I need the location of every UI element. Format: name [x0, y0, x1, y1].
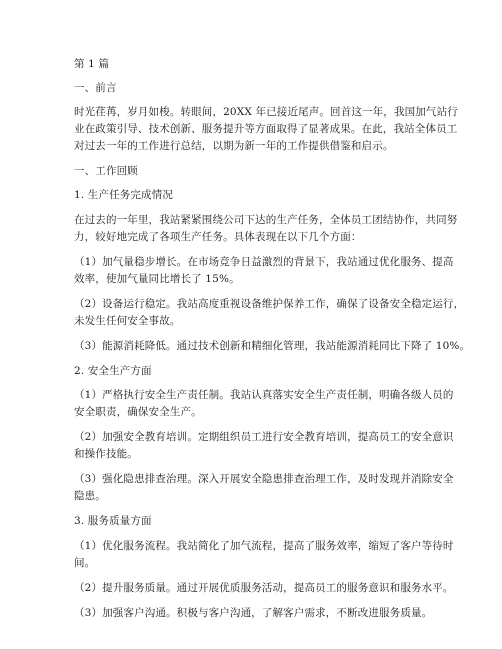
paragraph-line: 业在政策引导、技术创新、服务提升等方面取得了显著成果。在此，我站全体员工 [74, 123, 458, 135]
paragraph-line: 力，较好地完成了各项生产任务。具体表现在以下几个方面： [74, 231, 362, 243]
list-item-line: （2）提升服务质量。通过开展优质服务活动，提高员工的服务意识和服务水平。 [74, 582, 454, 594]
subsection-heading: 1. 生产任务完成情况 [74, 189, 174, 201]
section-heading: 一、前言 [74, 82, 117, 94]
subsection-heading: 3. 服务质量方面 [74, 515, 152, 527]
list-item-line: （2）加强安全教育培训。定期组织员工进行安全教育培训，提高员工的安全意识 [74, 431, 454, 443]
paragraph-line: 对过去一年的工作进行总结，以期为新一年的工作提供借鉴和启示。 [74, 140, 394, 152]
list-item-line: 间。 [74, 557, 96, 569]
section-heading: 一、工作回顾 [74, 165, 138, 177]
list-item-line: 未发生任何安全事故。 [74, 315, 181, 327]
list-item-line: 隐患。 [74, 490, 106, 502]
section-heading: 第 1 篇 [74, 58, 110, 70]
paragraph-line: 在过去的一年里，我站紧紧围绕公司下达的生产任务，全体员工团结协作，共同努 [74, 214, 458, 226]
list-item-line: （1）加气量稳步增长。在市场竞争日益激烈的背景下，我站通过优化服务、提高 [74, 256, 454, 268]
subsection-heading: 2. 安全生产方面 [74, 365, 152, 377]
list-item-line: （3）能源消耗降低。通过技术创新和精细化管理，我站能源消耗同比下降了 10%。 [74, 340, 471, 352]
list-item-line: （3）加强客户沟通。积极与客户沟通，了解客户需求，不断改进服务质量。 [74, 607, 433, 619]
list-item-line: （1）优化服务流程。我站简化了加气流程，提高了服务效率，缩短了客户等待时 [74, 540, 454, 552]
list-item-line: （3）强化隐患排查治理。深入开展安全隐患排查治理工作，及时发现并消除安全 [74, 473, 454, 485]
list-item-line: 安全职责，确保安全生产。 [74, 406, 202, 418]
list-item-line: 效率，使加气量同比增长了 15%。 [74, 273, 240, 285]
paragraph-line: 时光荏苒，岁月如梭。转眼间，20XX 年已接近尾声。回首这一年，我国加气站行 [74, 106, 458, 118]
list-item-line: （2）设备运行稳定。我站高度重视设备维护保养工作，确保了设备安全稳定运行， [74, 298, 465, 310]
list-item-line: 和操作技能。 [74, 448, 138, 460]
list-item-line: （1）严格执行安全生产责任制。我站认真落实安全生产责任制，明确各级人员的 [74, 389, 454, 401]
